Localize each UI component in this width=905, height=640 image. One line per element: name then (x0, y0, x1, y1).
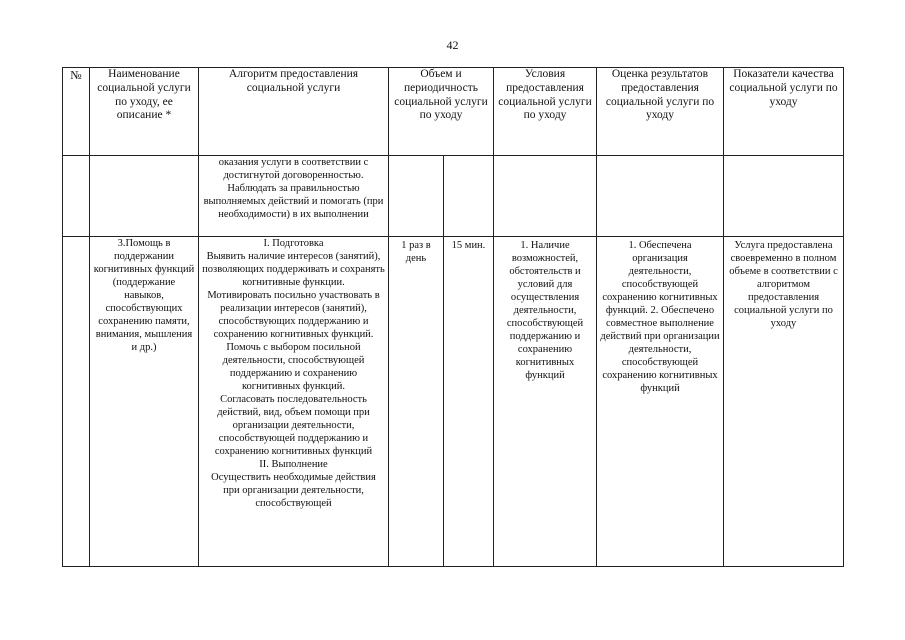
header-volume: Объем и периодичность социальной услуги по уходу (389, 68, 494, 156)
cell-service-name: 3.Помощь в поддержании когнитивных функций (поддержание навыков, способствующих сохранению памяти, внимания, мышления и др.) (90, 237, 199, 567)
algorithm-line: II. Выполнение (259, 459, 328, 471)
cell-empty (597, 156, 724, 237)
cell-conditions: 1. Наличие возможностей, обстоятельств и условий для осуществления деятельности, способствующей поддержанию и сохранению когнитивных функций (494, 237, 597, 567)
cell-empty (724, 156, 844, 237)
cell-algorithm (199, 237, 389, 567)
header-algorithm: Алгоритм предоставления социальной услуги (199, 68, 389, 156)
algorithm-line: Помочь с выбором посильной деятельности, способствующей поддержанию и сохранению когнитивных функций. (222, 342, 365, 393)
page-number: 42 (446, 38, 459, 52)
algorithm-line: Выявить наличие интересов (занятий), позволяющих поддерживать и сохранять когнитивные функции. (202, 251, 385, 289)
table-row-continuation (63, 156, 844, 237)
cell-algorithm-continuation: оказания услуги в соответствии с достигнутой договоренностью. Наблюдать за правильностью выполняемых действий и помогать (при необходимости) в их выполнении (199, 156, 389, 237)
cell-empty (63, 237, 90, 567)
header-evaluation: Оценка результатов предоставления социальной услуги по уходу (597, 68, 724, 156)
algorithm-line: I. Подготовка (263, 238, 324, 249)
header-number: № (63, 68, 90, 156)
cell-indicators: Услуга предоставлена своевременно в полном объеме в соответствии с алгоритмом предоставления социальной услуги по уходу (724, 237, 844, 567)
service-table (62, 67, 844, 567)
cell-empty (63, 156, 90, 237)
cell-duration: 15 мин. (444, 237, 494, 567)
cell-empty (389, 156, 444, 237)
algorithm-line: Мотивировать посильно участвовать в реализации интересов (занятий), способствующих поддержанию и сохранению когнитивных функций. (207, 290, 380, 341)
algorithm-line: Осуществить необходимые действия при организации деятельности, способствующей (211, 472, 376, 510)
cell-empty (444, 156, 494, 237)
header-service-name: Наименование социальной услуги по уходу, ее описание * (90, 68, 199, 156)
table-row-service (63, 237, 844, 567)
cell-evaluation: 1. Обеспечена организация деятельности, способствующей сохранению когнитивных функций. 2. Обеспечено совместное выполнение действий при организации деятельности, способствующей сохранению когнитивных функций (597, 237, 724, 567)
cell-empty (90, 156, 199, 237)
header-conditions: Условия предоставления социальной услуги по уходу (494, 68, 597, 156)
cell-frequency: 1 раз в день (389, 237, 444, 567)
header-indicators: Показатели качества социальной услуги по уходу (724, 68, 844, 156)
cell-empty (494, 156, 597, 237)
table-header-row (63, 68, 844, 156)
algorithm-line: Согласовать последовательность действий, вид, объем помощи при организации деятельности, способствующей поддержанию и сохранению когнитивных функций (214, 394, 373, 458)
